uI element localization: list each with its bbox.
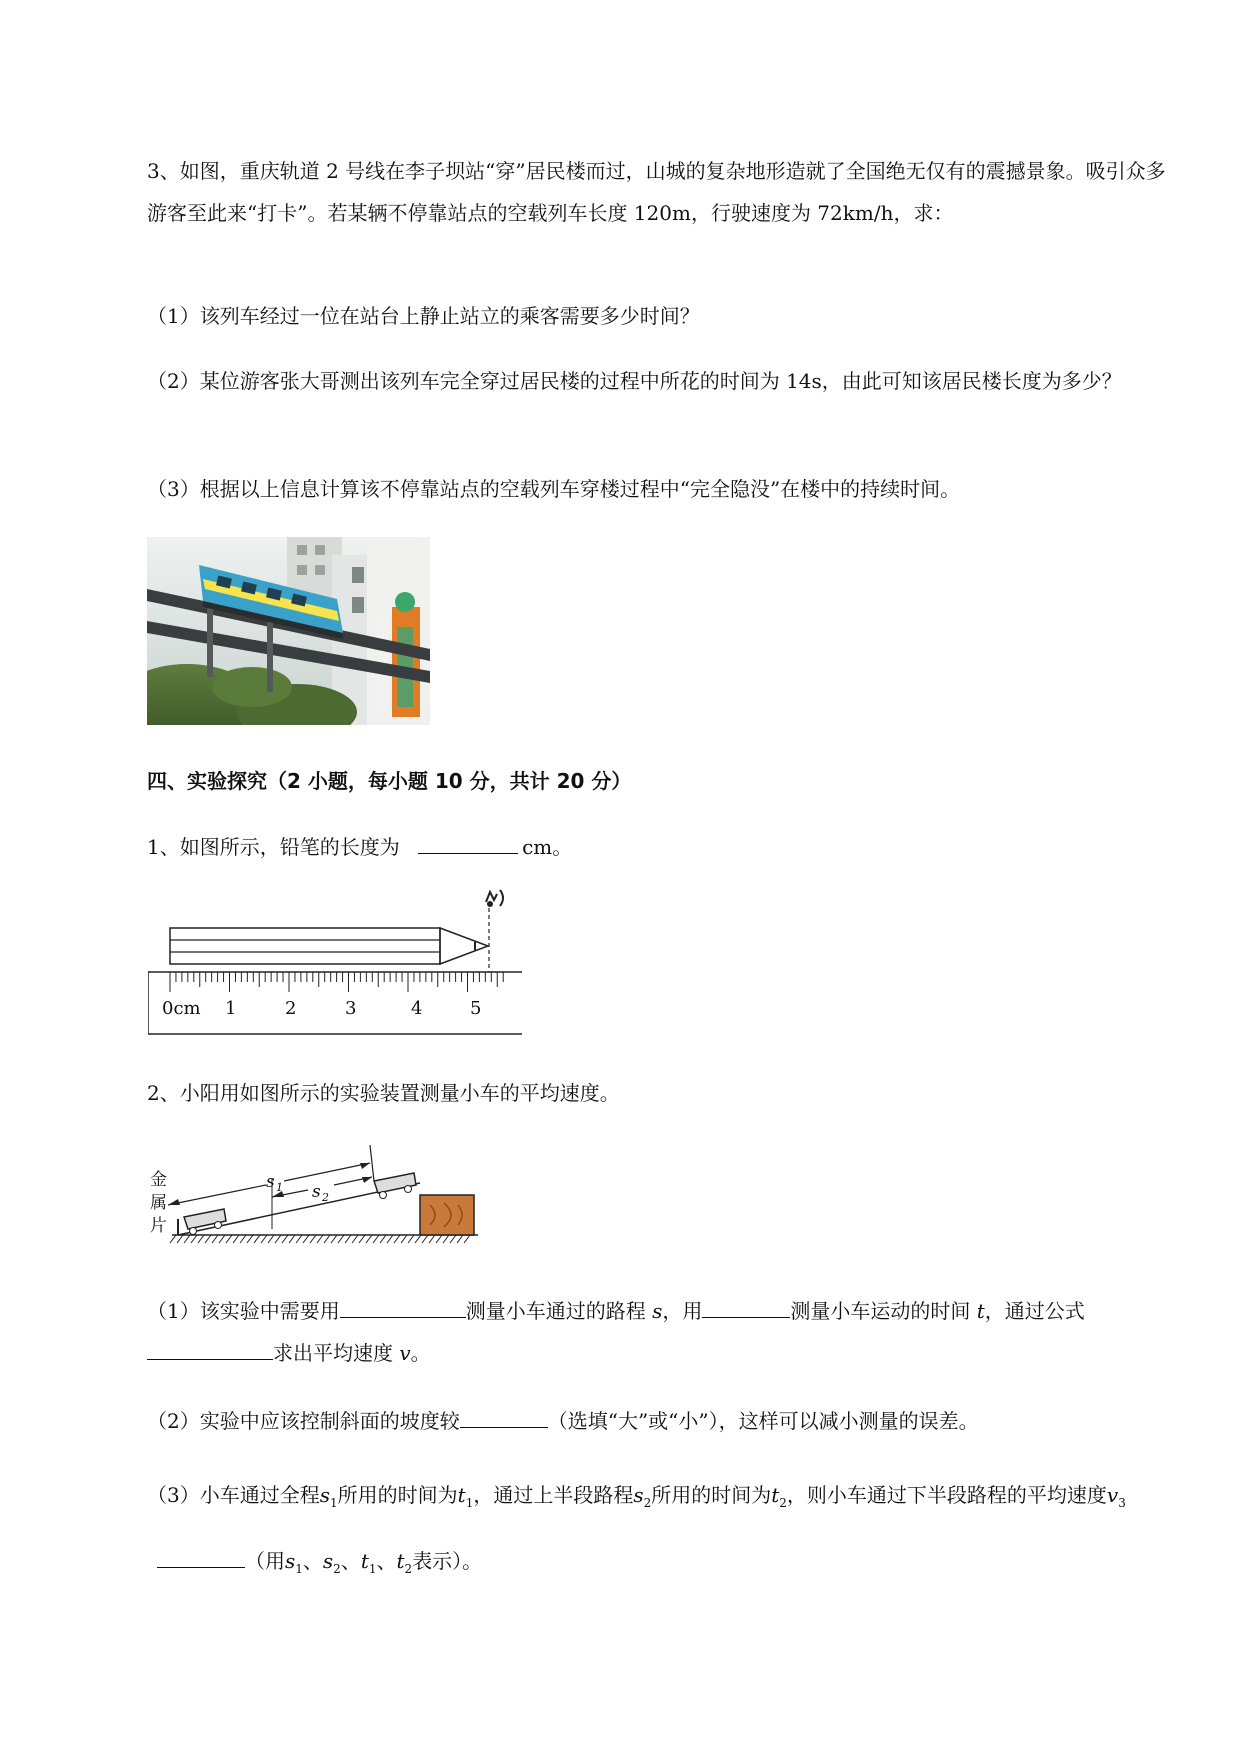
- hatch-line: [380, 1235, 386, 1243]
- hatch-line: [310, 1235, 316, 1243]
- q3-sub3: （3）根据以上信息计算该不停靠站点的空载列车穿楼过程中“完全隐没”在楼中的持续时间。: [147, 477, 961, 501]
- var-t1: t: [457, 1483, 466, 1507]
- var-v: v: [399, 1341, 411, 1365]
- exp2-sub2: [147, 1400, 1167, 1442]
- exp2-question: 2、小阳用如图所示的实验装置测量小车的平均速度。: [147, 1081, 620, 1105]
- hatch-line: [219, 1235, 225, 1243]
- exp1-text: 1、如图所示，铅笔的长度为: [147, 835, 400, 859]
- ruler-label-1: 1: [225, 998, 237, 1019]
- hatch-line: [394, 1235, 400, 1243]
- hatch-line: [352, 1235, 358, 1243]
- sub-1: 1: [465, 1496, 474, 1510]
- metal-label-3: 片: [150, 1216, 167, 1236]
- hatch-line: [254, 1235, 260, 1243]
- hatch-line: [191, 1235, 197, 1243]
- q3-sub2: （2）某位游客张大哥测出该列车完全穿过居民楼的过程中所花的时间为 14s，由此可知该居民楼长度为多少？: [147, 369, 1122, 393]
- var-s1: s: [319, 1483, 330, 1507]
- exp2-sub3-text-g: 表示）。: [412, 1549, 483, 1573]
- exp2-sub1: [147, 1290, 1167, 1374]
- section-heading: 四、实验探究（2 小题，每小题 10 分，共计 20 分）: [147, 769, 632, 793]
- ruler-label-4: 4: [411, 998, 423, 1019]
- hatch-line: [324, 1235, 330, 1243]
- exp2-sub3-text-a: （3）小车通过全程: [147, 1483, 320, 1507]
- exp2-sub1-text-e: ，通过公式: [984, 1299, 1085, 1323]
- hatch-line: [205, 1235, 211, 1243]
- hatch-line: [184, 1235, 190, 1243]
- blank-formula[interactable]: [147, 1337, 273, 1360]
- hatch-line: [401, 1235, 407, 1243]
- sub-2: 2: [779, 1496, 787, 1510]
- hatch-line: [261, 1235, 267, 1243]
- sep: 、: [340, 1549, 361, 1573]
- var-t2b: t: [396, 1549, 405, 1573]
- ruler-label-3: 3: [345, 998, 357, 1019]
- var-s2b: s: [322, 1549, 334, 1573]
- exp2-sub2-text-b: （选填“大”或“小”），这样可以减小测量的误差。: [547, 1409, 979, 1433]
- hatch-line: [408, 1235, 414, 1243]
- hatch-line: [366, 1235, 372, 1243]
- hatch-line: [177, 1235, 183, 1243]
- blank-slope[interactable]: [460, 1405, 548, 1428]
- s2-sub: 2: [322, 1191, 329, 1204]
- hatch-line: [282, 1235, 288, 1243]
- hatch-line: [303, 1235, 309, 1243]
- monorail-photo: [147, 537, 430, 725]
- hatch-line: [331, 1235, 337, 1243]
- metal-label-2: 属: [150, 1193, 167, 1213]
- hatch-line: [429, 1235, 435, 1243]
- exp2-sub3-text-e: ，则小车通过下半段路程的平均速度: [786, 1483, 1107, 1507]
- cart-top: [374, 1173, 416, 1199]
- hatch-line: [296, 1235, 302, 1243]
- exp2-sub3-text-b: 所用的时间为: [337, 1483, 458, 1507]
- sub-1: 1: [330, 1496, 338, 1510]
- var-t2: t: [771, 1483, 780, 1507]
- q3-sub1: （1）该列车经过一位在站台上静止站立的乘客需要多少时间？: [147, 304, 700, 328]
- s1-sub: 1: [276, 1181, 283, 1194]
- hatch-line: [212, 1235, 218, 1243]
- sub-1: 1: [368, 1562, 377, 1576]
- blank-distance-tool[interactable]: [340, 1295, 466, 1318]
- exp2-sub1-text-c: ，用: [662, 1299, 703, 1323]
- hatch-line: [345, 1235, 351, 1243]
- var-s: s: [652, 1299, 663, 1323]
- ruler-label-0: 0cm: [162, 998, 201, 1019]
- sub-1: 1: [295, 1562, 303, 1576]
- sub-2: 2: [333, 1562, 341, 1576]
- exp2-sub1-text-f: 求出平均速度: [273, 1341, 393, 1365]
- exp2-sub3: [147, 1466, 1167, 1598]
- exp1-unit: cm。: [522, 835, 573, 859]
- ruler-label-5: 5: [470, 998, 482, 1019]
- hatch-line: [373, 1235, 379, 1243]
- blank-v3[interactable]: [157, 1545, 245, 1568]
- hatch-line: [170, 1235, 176, 1243]
- hatch-line: [464, 1235, 470, 1243]
- var-s2: s: [633, 1483, 644, 1507]
- metal-label-1: 金: [150, 1170, 167, 1190]
- pencil-shape: [170, 928, 488, 964]
- var-t1b: t: [360, 1549, 369, 1573]
- incline-figure: [148, 1135, 488, 1260]
- exp1-blank[interactable]: [418, 831, 518, 854]
- var-v3: v: [1106, 1483, 1119, 1507]
- exp1-question: [147, 826, 1167, 868]
- hatch-line: [415, 1235, 421, 1243]
- hatch-line: [359, 1235, 365, 1243]
- hatch-line: [450, 1235, 456, 1243]
- exp2-sub2-text-a: （2）实验中应该控制斜面的坡度较: [147, 1409, 460, 1433]
- hatch-line: [436, 1235, 442, 1243]
- blank-time-tool[interactable]: [702, 1295, 790, 1318]
- exp2-sub1-text-a: （1）该实验中需要用: [147, 1299, 340, 1323]
- hatch-line: [247, 1235, 253, 1243]
- sub-2: 2: [404, 1562, 413, 1576]
- s2-label: s: [312, 1182, 321, 1202]
- cart-bottom: [184, 1209, 226, 1235]
- ruler-pencil-figure: [148, 884, 528, 1044]
- ruler-ticks: [170, 972, 503, 992]
- hatch-line: [226, 1235, 232, 1243]
- hatch-line: [338, 1235, 344, 1243]
- sub-2: 2: [643, 1496, 652, 1510]
- s1-label: s: [266, 1172, 275, 1192]
- hatch-line: [422, 1235, 428, 1243]
- sep: 、: [302, 1549, 323, 1573]
- sub-3: 3: [1118, 1496, 1126, 1510]
- hatch-line: [268, 1235, 274, 1243]
- hatch-line: [443, 1235, 449, 1243]
- hatch-line: [387, 1235, 393, 1243]
- var-s1b: s: [285, 1549, 296, 1573]
- ruler-label-2: 2: [285, 998, 297, 1019]
- exp2-sub3-text-c: ，通过上半段路程: [473, 1483, 634, 1507]
- exp2-sub1-text-g: 。: [410, 1341, 431, 1365]
- hatch-line: [289, 1235, 295, 1243]
- hatch-line: [317, 1235, 323, 1243]
- eye-icon: [486, 890, 503, 907]
- var-t: t: [976, 1299, 985, 1323]
- q3-intro: 3、如图，重庆轨道 2 号线在李子坝站“穿”居民楼而过，山城的复杂地形造就了全国绝无仅有的震撼景象。吸引众多游客至此来“打卡”。若某辆不停靠站点的空载列车长度 120m，行驶速度为 72km/h，求：: [147, 159, 1166, 225]
- hatch-line: [275, 1235, 281, 1243]
- exp2-sub1-text-d: 测量小车运动的时间: [790, 1299, 971, 1323]
- sep: 、: [376, 1549, 397, 1573]
- ground-hatch: [170, 1235, 470, 1243]
- hatch-line: [198, 1235, 204, 1243]
- hatch-line: [457, 1235, 463, 1243]
- exp2-sub3-text-f: （用: [245, 1549, 285, 1573]
- exp2-sub3-text-d: 所用的时间为: [651, 1483, 772, 1507]
- hatch-line: [240, 1235, 246, 1243]
- hatch-line: [233, 1235, 239, 1243]
- exp2-sub1-text-b: 测量小车通过的路程: [465, 1299, 646, 1323]
